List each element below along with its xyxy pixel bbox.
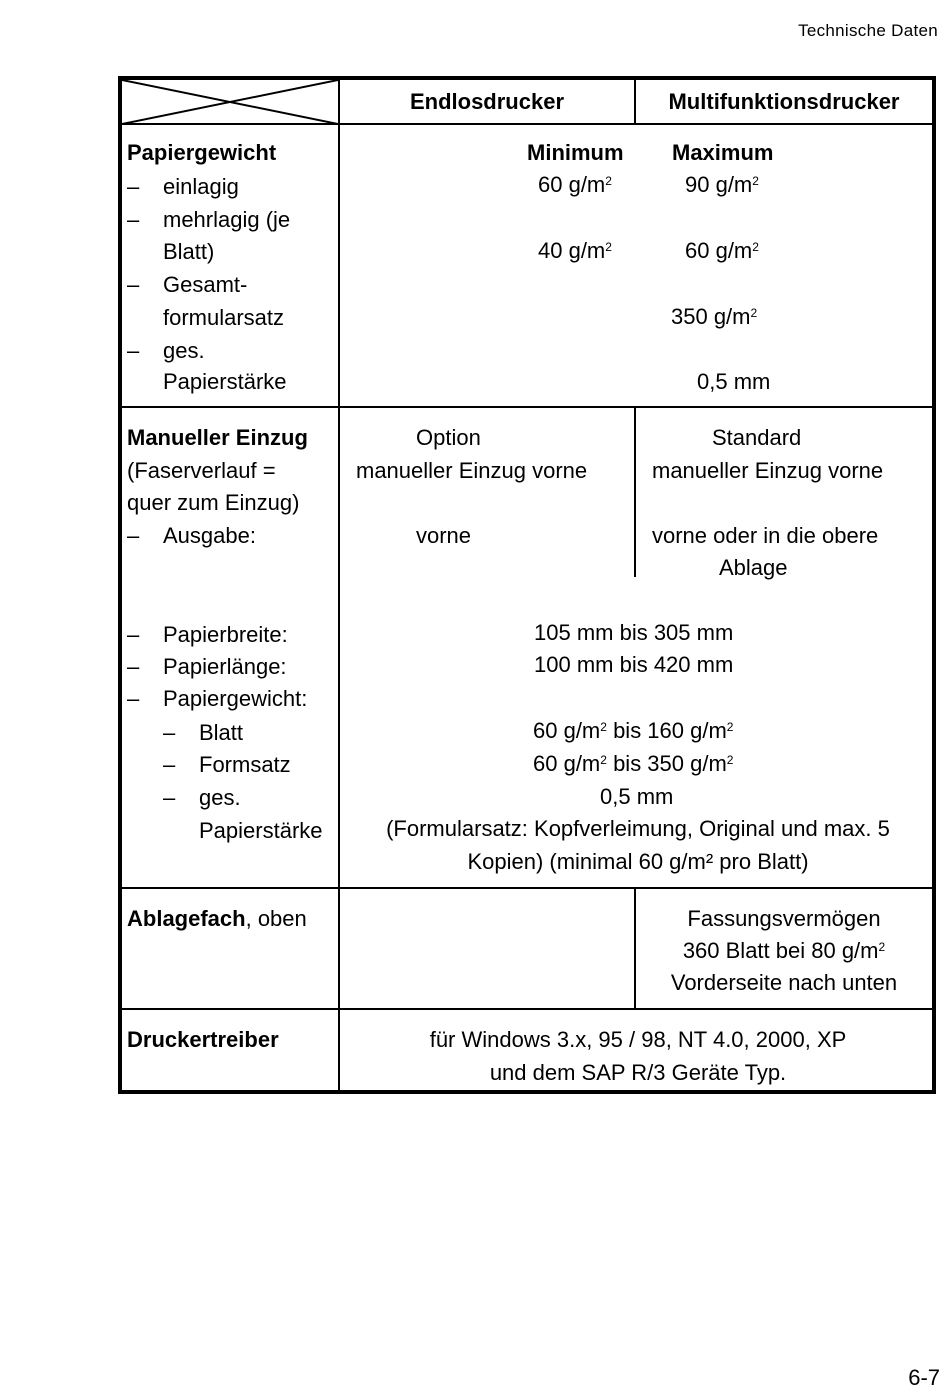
- mehrlagig-label-2: Blatt): [163, 239, 215, 264]
- manuell-sub-2: quer zum Einzug): [127, 490, 300, 515]
- ges-sub-value: 0,5 mm: [600, 784, 674, 809]
- dash: –: [163, 752, 176, 777]
- col-divider-2-manuell: [634, 407, 636, 577]
- manuell-col2-einzug: manueller Einzug vorne: [652, 458, 884, 483]
- mehrlagig-label-1: mehrlagig (je: [163, 207, 291, 232]
- mehrlagig-min: 40 $g/m^2$: [538, 238, 612, 263]
- ges-sub-label-1: ges.: [199, 785, 241, 810]
- ablagefach-line-1: Fassungsvermögen: [687, 906, 881, 931]
- papierlaenge-label: Papierlänge:: [163, 654, 287, 679]
- formularsatz-note-2: Kopien) (minimal 60 g/m² pro Blatt): [467, 849, 809, 874]
- einlagig-label: einlagig: [163, 174, 239, 199]
- einlagig-max: 90 $g/m^2$: [685, 172, 759, 197]
- row-divider-manuell: [122, 887, 932, 889]
- papierbreite-label: Papierbreite:: [163, 622, 288, 647]
- dash: –: [127, 207, 140, 232]
- treiber-line-2: und dem SAP R/3 Geräte Typ.: [489, 1060, 787, 1085]
- treiber-heading: Druckertreiber: [127, 1027, 279, 1052]
- spec-table: [118, 76, 936, 1094]
- formularsatz-note-1: (Formularsatz: Kopfverleimung, Original und max. 5: [386, 816, 890, 841]
- row-divider-ablage: [122, 1008, 932, 1010]
- col-divider-1: [338, 80, 340, 1090]
- dash: –: [163, 785, 176, 810]
- gesamt-label-2: formularsatz: [163, 305, 285, 330]
- papierlaenge-value: 100 mm bis 420 mm: [534, 652, 734, 677]
- manuell-col2-vorne: vorne oder in die obere: [652, 523, 879, 548]
- ablagefach-line-2: 360 Blatt bei 80 $g/m^2$: [682, 938, 886, 963]
- ges-label-2: Papierstärke: [163, 369, 287, 394]
- manuell-col2-ablage: Ablage: [719, 555, 788, 580]
- dash: –: [127, 272, 140, 297]
- dash: –: [127, 622, 140, 647]
- papiergewicht-sub-label: Papiergewicht:: [163, 686, 308, 711]
- dash: –: [127, 523, 140, 548]
- ges-label-1: ges.: [163, 338, 205, 363]
- formsatz-label: Formsatz: [199, 752, 291, 777]
- col-header-multi: Multifunktionsdrucker: [668, 89, 900, 114]
- row-divider-papiergewicht: [122, 406, 932, 408]
- formsatz-value: 60 $g/m^2$ bis 350 $g/m^2$: [533, 751, 734, 776]
- gesamt-max: 350 $g/m^2$: [671, 304, 758, 329]
- treiber-line-1: für Windows 3.x, 95 / 98, NT 4.0, 2000, XP: [429, 1027, 847, 1052]
- mehrlagig-max: 60 $g/m^2$: [685, 238, 759, 263]
- ges-sub-label-2: Papierstärke: [199, 818, 323, 843]
- papiergewicht-heading: Papiergewicht: [127, 140, 277, 165]
- manuell-sub-1: (Faserverlauf =: [127, 458, 276, 483]
- manuell-col1-vorne: vorne: [416, 523, 472, 548]
- manuell-col1-option: Option: [416, 425, 481, 450]
- row-divider-header: [122, 123, 932, 125]
- empty-header-cross: [122, 80, 338, 124]
- ablagefach-line-3: Vorderseite nach unten: [670, 970, 898, 995]
- ablagefach-heading: Ablagefach, oben: [127, 906, 307, 931]
- manuell-col1-einzug: manueller Einzug vorne: [356, 458, 588, 483]
- manuell-heading: Manueller Einzug: [127, 425, 308, 450]
- dash: –: [163, 720, 176, 745]
- max-label: Maximum: [672, 140, 774, 165]
- dash: –: [127, 338, 140, 363]
- dash: –: [127, 174, 140, 199]
- dash: –: [127, 686, 140, 711]
- min-label: Minimum: [527, 140, 624, 165]
- ges-max: 0,5 mm: [697, 369, 771, 394]
- papierbreite-value: 105 mm bis 305 mm: [534, 620, 734, 645]
- col-header-endlos: Endlosdrucker: [409, 89, 565, 114]
- gesamt-label-1: Gesamt-: [163, 272, 248, 297]
- page-number: 6-7: [908, 1365, 940, 1390]
- manuell-col2-standard: Standard: [712, 425, 802, 450]
- dash: –: [127, 654, 140, 679]
- page-header-title: Technische Daten: [798, 21, 938, 40]
- einlagig-min: 60 $g/m^2$: [538, 172, 612, 197]
- blatt-label: Blatt: [199, 720, 244, 745]
- blatt-value: 60 $g/m^2$ bis 160 $g/m^2$: [533, 718, 734, 743]
- ausgabe-label: Ausgabe:: [163, 523, 256, 548]
